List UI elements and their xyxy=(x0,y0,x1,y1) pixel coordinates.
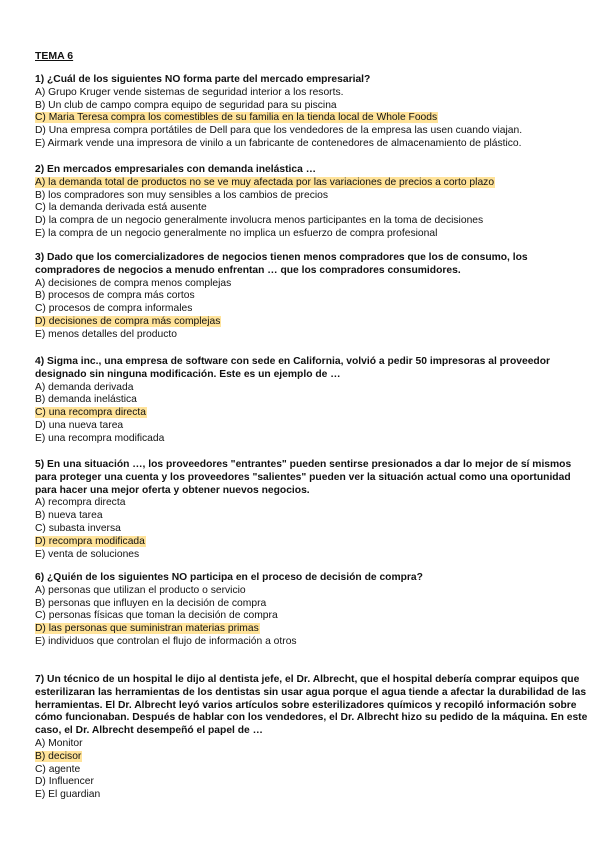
answer-option xyxy=(35,764,595,777)
highlighted-answer: C) una recompra directa xyxy=(35,407,147,419)
highlighted-answer: C) Maria Teresa compra los comestibles de su familia en la tienda local de Whole Foods xyxy=(35,112,438,124)
answer-text: D) una nueva tarea xyxy=(35,419,124,431)
answer-option xyxy=(35,100,595,113)
answer-text: B) Un club de campo compra equipo de seguridad para su piscina xyxy=(35,99,337,111)
answer-text: A) Grupo Kruger vende sistemas de seguridad interior a los resorts. xyxy=(35,86,344,98)
question-block xyxy=(35,74,595,151)
answer-option xyxy=(35,202,595,215)
answer-option xyxy=(35,623,595,636)
answer-text: C) subasta inversa xyxy=(35,522,121,534)
answer-option xyxy=(35,738,595,751)
question-block xyxy=(35,674,595,802)
answer-option xyxy=(35,228,595,241)
highlighted-answer: D) recompra modificada xyxy=(35,535,145,547)
answer-option xyxy=(35,598,595,611)
question-text: 5) En una situación …, los proveedores "entrantes" pueden sentirse presionados a dar lo mejor de sí mismos para proteger una cuenta y los proveedores "salientes" pueden ver la situación actual como una oportunidad para hacer una mejor oferta y obtener nuevos negocios. xyxy=(35,459,572,496)
answer-option xyxy=(35,138,595,151)
answer-option xyxy=(35,329,595,342)
answer-option xyxy=(35,407,595,420)
answer-text: A) demanda derivada xyxy=(35,381,134,393)
question-block xyxy=(35,252,595,342)
question-block xyxy=(35,572,595,649)
answer-text: A) personas que utilizan el producto o servicio xyxy=(35,584,246,596)
answer-text: E) Airmark vende una impresora de vinilo a un fabricante de contenedores de almacenamiento de plástico. xyxy=(35,137,522,149)
answer-option xyxy=(35,177,595,190)
answer-option xyxy=(35,420,595,433)
answer-option xyxy=(35,610,595,623)
question-text: 4) Sigma inc., una empresa de software con sede en California, volvió a pedir 50 impresoras al proveedor designado sin ninguna modificación. Este es un ejemplo de … xyxy=(35,356,551,380)
answer-text: D) Influencer xyxy=(35,776,94,788)
question-text: 2) En mercados empresariales con demanda inelástica … xyxy=(35,164,316,175)
answer-text: C) personas físicas que toman la decisión de compra xyxy=(35,610,278,622)
answer-option xyxy=(35,549,595,562)
answer-option xyxy=(35,215,595,228)
question-block xyxy=(35,459,595,561)
document-title: TEMA 6 xyxy=(35,50,74,62)
answer-text: C) agente xyxy=(35,763,81,775)
answer-option xyxy=(35,510,595,523)
answer-option xyxy=(35,751,595,764)
question-block xyxy=(35,164,595,241)
answer-text: B) procesos de compra más cortos xyxy=(35,290,195,302)
answer-text: C) la demanda derivada está ausente xyxy=(35,202,207,214)
answer-option xyxy=(35,382,595,395)
highlighted-answer: D) decisiones de compra más complejas xyxy=(35,315,221,327)
question-text: 7) Un técnico de un hospital le dijo al dentista jefe, el Dr. Albrecht, que el hospital debería comprar equipos que esterilizaran las herramientas de los dentistas sin usar agua porque el agua tiende a afectar la durabilidad de las herramientas. El Dr. Albrecht leyó varios artículos sobre esterilizadores químicos y recopiló información sobre cómo funcionaban. Después de hablar con los vendedores, el Dr. Albrecht hizo su pedido de la máquina. En este caso, el Dr. Albrecht desempeñó el papel de … xyxy=(35,674,588,737)
highlighted-answer: B) decisor xyxy=(35,750,82,762)
answer-text: B) personas que influyen en la decisión de compra xyxy=(35,597,267,609)
answer-option xyxy=(35,394,595,407)
answer-text: D) la compra de un negocio generalmente involucra menos participantes en la toma de decisiones xyxy=(35,215,484,227)
answer-text: A) recompra directa xyxy=(35,497,126,509)
answer-option xyxy=(35,789,595,802)
answer-text: A) decisiones de compra menos complejas xyxy=(35,277,232,289)
answer-text: D) Una empresa compra portátiles de Dell para que los vendedores de la empresa las usen cuando viajan. xyxy=(35,125,523,137)
answer-option xyxy=(35,523,595,536)
answer-option xyxy=(35,303,595,316)
answer-option xyxy=(35,636,595,649)
answer-text: E) la compra de un negocio generalmente no implica un esfuerzo de compra profesional xyxy=(35,227,438,239)
answer-option xyxy=(35,585,595,598)
answer-option xyxy=(35,278,595,291)
highlighted-answer: D) las personas que suministran materias primas xyxy=(35,623,259,635)
answer-option xyxy=(35,112,595,125)
answer-option xyxy=(35,776,595,789)
answer-text: E) venta de soluciones xyxy=(35,548,140,560)
answer-text: B) demanda inelástica xyxy=(35,394,137,406)
highlighted-answer: A) la demanda total de productos no se ve muy afectada por las variaciones de precios a corto plazo xyxy=(35,176,495,188)
question-text: 6) ¿Quién de los siguientes NO participa en el proceso de decisión de compra? xyxy=(35,572,423,583)
question-block xyxy=(35,356,595,446)
answer-option xyxy=(35,316,595,329)
question-text: 1) ¿Cuál de los siguientes NO forma parte del mercado empresarial? xyxy=(35,74,371,85)
answer-text: B) nueva tarea xyxy=(35,510,103,522)
answer-text: B) los compradores son muy sensibles a los cambios de precios xyxy=(35,189,329,201)
question-text: 3) Dado que los comercializadores de negocios tienen menos compradores que los de consumo, los compradores de negocios a menudo enfrentan … que los compradores consumidores. xyxy=(35,252,528,276)
answer-option xyxy=(35,87,595,100)
answer-option xyxy=(35,290,595,303)
answer-text: E) El guardian xyxy=(35,789,101,801)
answer-option xyxy=(35,125,595,138)
answer-option xyxy=(35,536,595,549)
answer-text: E) individuos que controlan el flujo de información a otros xyxy=(35,635,297,647)
answer-text: A) Monitor xyxy=(35,737,83,749)
answer-option xyxy=(35,497,595,510)
answer-text: E) una recompra modificada xyxy=(35,432,165,444)
answer-text: C) procesos de compra informales xyxy=(35,303,193,315)
answer-option xyxy=(35,433,595,446)
answer-text: E) menos detalles del producto xyxy=(35,328,177,340)
answer-option xyxy=(35,190,595,203)
